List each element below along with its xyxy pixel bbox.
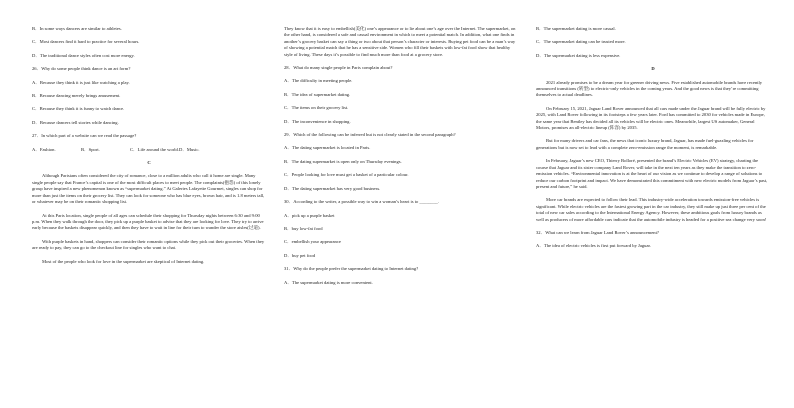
line-gap xyxy=(536,131,770,138)
line-gap xyxy=(536,46,770,53)
line-gap xyxy=(32,265,266,272)
line-gap xyxy=(284,206,518,213)
line-gap xyxy=(32,32,266,39)
line-gap xyxy=(284,138,518,145)
option-text: C．Life around the world. xyxy=(130,146,179,152)
line-gap xyxy=(32,252,266,259)
passage-paragraph: At this Paris location, single people of all ages can schedule their shopping for Thursday nights between 6:30 and 9:00 p.m. When they walk through the door, they pick up a purple basket to advise that they are looking for love. They try to arrive early because the baskets disappear quickly, and then they have to wait in line for their turn to wander the store aisles(过道). xyxy=(32,212,264,231)
line-gap xyxy=(32,232,266,239)
passage-paragraph: 2021 already promises to be a dream year for greener driving news. Five established automobile brands have recently announced transitions (转型) to electric-only vehicles in the coming years. And the good news is that they’re committing themselves to actual deadlines. xyxy=(536,79,763,98)
question-text: 30．According to the writer, a possible way to win a woman’s heart is to ________. xyxy=(284,199,439,205)
line-gap xyxy=(284,179,518,186)
line-gap xyxy=(536,236,770,243)
question-text: 32．What can we learn from Jaguar Land Rover’s announcement? xyxy=(536,229,659,235)
answer-option: B．Because dancing merely brings amusement. xyxy=(32,93,121,99)
line-gap xyxy=(284,286,518,293)
answer-option: A．Because they think it is just like watching a play. xyxy=(32,79,130,85)
answer-option: A．The dating supermarket is located in Paris. xyxy=(284,145,371,151)
passage-paragraph: They know that it is easy to embellish(美化) one’s appearance or to lie about one’s age over the Internet. The supermarket, on the other hand, is considered a safe and casual environment in which to meet a potential match. In addition, what one finds in another’s grocery basket can say a thing or two about that person’s character or interests. Buying pet food can be a man’s way of showing a potential match that he has a sensitive side. Women who fill their baskets with low-fat food show that healthy style of living. These days it’s possible to find much more than food at a grocery store. xyxy=(284,26,516,57)
line-gap xyxy=(284,219,518,226)
question-text: 31．Why do the people prefer the supermarket dating to Internet dating? xyxy=(284,266,419,272)
answer-option: A．The difficulty in meeting people. xyxy=(284,78,353,84)
line-gap xyxy=(536,250,770,257)
line-gap xyxy=(32,153,266,160)
line-gap xyxy=(32,206,266,213)
answer-option: D．The inconvenience in shopping. xyxy=(284,118,351,124)
answer-option: B．The supermarket dating is more casual. xyxy=(536,26,616,31)
answer-option: D．The dating supermarket has very good business. xyxy=(284,185,381,191)
answer-option: B．buy low-fat food xyxy=(284,225,323,231)
option-text: A．Fashion. xyxy=(32,146,56,152)
line-gap xyxy=(536,32,770,39)
line-gap xyxy=(284,125,518,132)
line-gap xyxy=(284,259,518,266)
line-gap xyxy=(536,73,770,80)
answer-option: A．The supermarket dating is more convenient. xyxy=(284,279,373,285)
line-gap xyxy=(32,86,266,93)
passage-paragraph: Most of the people who look for love in the supermarket are skeptical of Internet dating. xyxy=(42,258,205,264)
line-gap xyxy=(284,58,518,65)
line-gap xyxy=(284,85,518,92)
passage-paragraph: In February, Jaguar’s new CEO, Thierry Bolloré, presented the brand’s Electric Vehicles (EV) strategy, charting the course that Jaguar and its sister company Land Rover, will take in the next ten years as they make the transition to zero-emission vehicles. “Environmental innovation is at the heart of our vision as we continue to develop a range of solutions to reduce our carbon footprint and impact. We have demonstrated this commitment with new electric models from Jaguar’s past, present and future,” he said. xyxy=(536,158,768,189)
line-gap xyxy=(32,73,266,80)
line-gap xyxy=(32,166,266,173)
question-text: 28．What do many single people in Paris complain about? xyxy=(284,65,393,71)
answer-option: C．The supermarket dating can be trusted more. xyxy=(536,39,626,45)
column-middle xyxy=(284,26,518,293)
answer-option: D．The supermarket dating is less expensive. xyxy=(536,52,621,58)
line-gap xyxy=(32,126,266,133)
passage-paragraph: But for many drivers and car fans, the news that iconic luxury brand, Jaguar, has made fuel-guzzling vehicles for generations but is now set to lead with a complete zero-emission range the moment, is remarkable. xyxy=(536,138,754,150)
section-heading: C xyxy=(147,160,151,166)
line-gap xyxy=(284,246,518,253)
line-gap xyxy=(284,273,518,280)
line-gap xyxy=(32,59,266,66)
answer-option: C．Most dancers find it hard to practice for several hours. xyxy=(32,39,140,45)
answer-option: D．The traditional dance styles often cost more energy. xyxy=(32,52,135,58)
passage-paragraph: Although Parisians often considered the city of romance, close to a million adults who call it home are single. Many single people say that France’s capital is one of the most difficult places to meet people. The complaints(抱怨) of this lonely group have inspired a new phenomenon known as “supermarket dating.” At Galeries Lafayette Gourmet, singles can shop for more than just the items on their grocery list. They can look for someone who has blue eyes, brown hair, and is 1.8 meters tall, or whatever may be on their romantic shopping list. xyxy=(32,173,265,205)
answer-option: D．Because dancers tell stories while dancing. xyxy=(32,119,119,125)
passage-paragraph: More car brands are expected to follow their lead. This industry-wide acceleration towards emission-free vehicles is significant. While electric vehicles are the fastest growing part in the car industry, they still make up just three per cent of the total of new car sales according to the International Energy Agency. However, these ambitious goals from luxury brands as well as producers of more affordable cars indicate that the automobile industry is headed for a positive sea change very soon! xyxy=(536,197,767,222)
line-gap xyxy=(32,46,266,53)
answer-option: C．The items on their grocery list. xyxy=(284,105,349,111)
question-text: 29．Which of the following can be inferred but is not clearly stated in the second paragraph? xyxy=(284,132,456,138)
line-gap xyxy=(284,112,518,119)
line-gap xyxy=(284,192,518,199)
passage-paragraph: On February 15, 2021, Jaguar Land Rover announced that all cars made under the Jaguar brand will be fully electric by 2025, with Land Rover following in its footsteps a few years later. Ford has committed to 2030 for vehicles made in Europe, the same year that Bentley has decided all its vehicles will be electric ones. Meanwhile, largest US automaker, General Motors, promises an all-electric lineup (阵容) by 2035. xyxy=(536,105,766,131)
line-gap xyxy=(32,113,266,120)
passage-paragraph: With purple baskets in hand, shoppers can consider their romantic options while they pick out their groceries. When they are ready to pay, they can go to the checkout line for singles who want to chat. xyxy=(32,238,265,251)
line-gap xyxy=(536,59,770,66)
line-gap xyxy=(284,152,518,159)
answer-option: C．People looking for love must get a basket of a particular colour. xyxy=(284,172,409,178)
answer-option: A．The idea of electric vehicles is first put forward by Jaguar. xyxy=(536,243,651,249)
answer-option: B．The dating supermarket is open only on Thursday evenings. xyxy=(284,158,402,164)
line-gap xyxy=(284,98,518,105)
answer-option: B．In some ways dancers are similar to athletes. xyxy=(32,26,122,31)
answer-option: A．pick up a purple basket xyxy=(284,212,335,218)
answer-option: D．buy pet food xyxy=(284,252,316,258)
line-gap xyxy=(284,232,518,239)
column-right xyxy=(536,26,770,257)
option-text: B．Sport. xyxy=(81,146,100,152)
column-left xyxy=(32,26,266,272)
line-gap xyxy=(536,223,770,230)
line-gap xyxy=(32,99,266,106)
line-gap xyxy=(536,99,770,106)
answer-option: C．Because they think it is funny to watch dance. xyxy=(32,106,125,112)
line-gap xyxy=(284,71,518,78)
question-text: 26．Why do some people think dance is an art form? xyxy=(32,66,131,72)
section-heading: D xyxy=(651,66,655,72)
answer-option: B．The idea of supermarket dating. xyxy=(284,91,351,97)
question-text: 27．In which part of a website can we read the passage? xyxy=(32,133,137,139)
line-gap xyxy=(536,151,770,158)
option-text: D．Music. xyxy=(179,146,200,152)
line-gap xyxy=(284,165,518,172)
line-gap xyxy=(32,140,266,147)
answer-option: C．embellish your appearance xyxy=(284,239,341,245)
line-gap xyxy=(536,190,770,197)
